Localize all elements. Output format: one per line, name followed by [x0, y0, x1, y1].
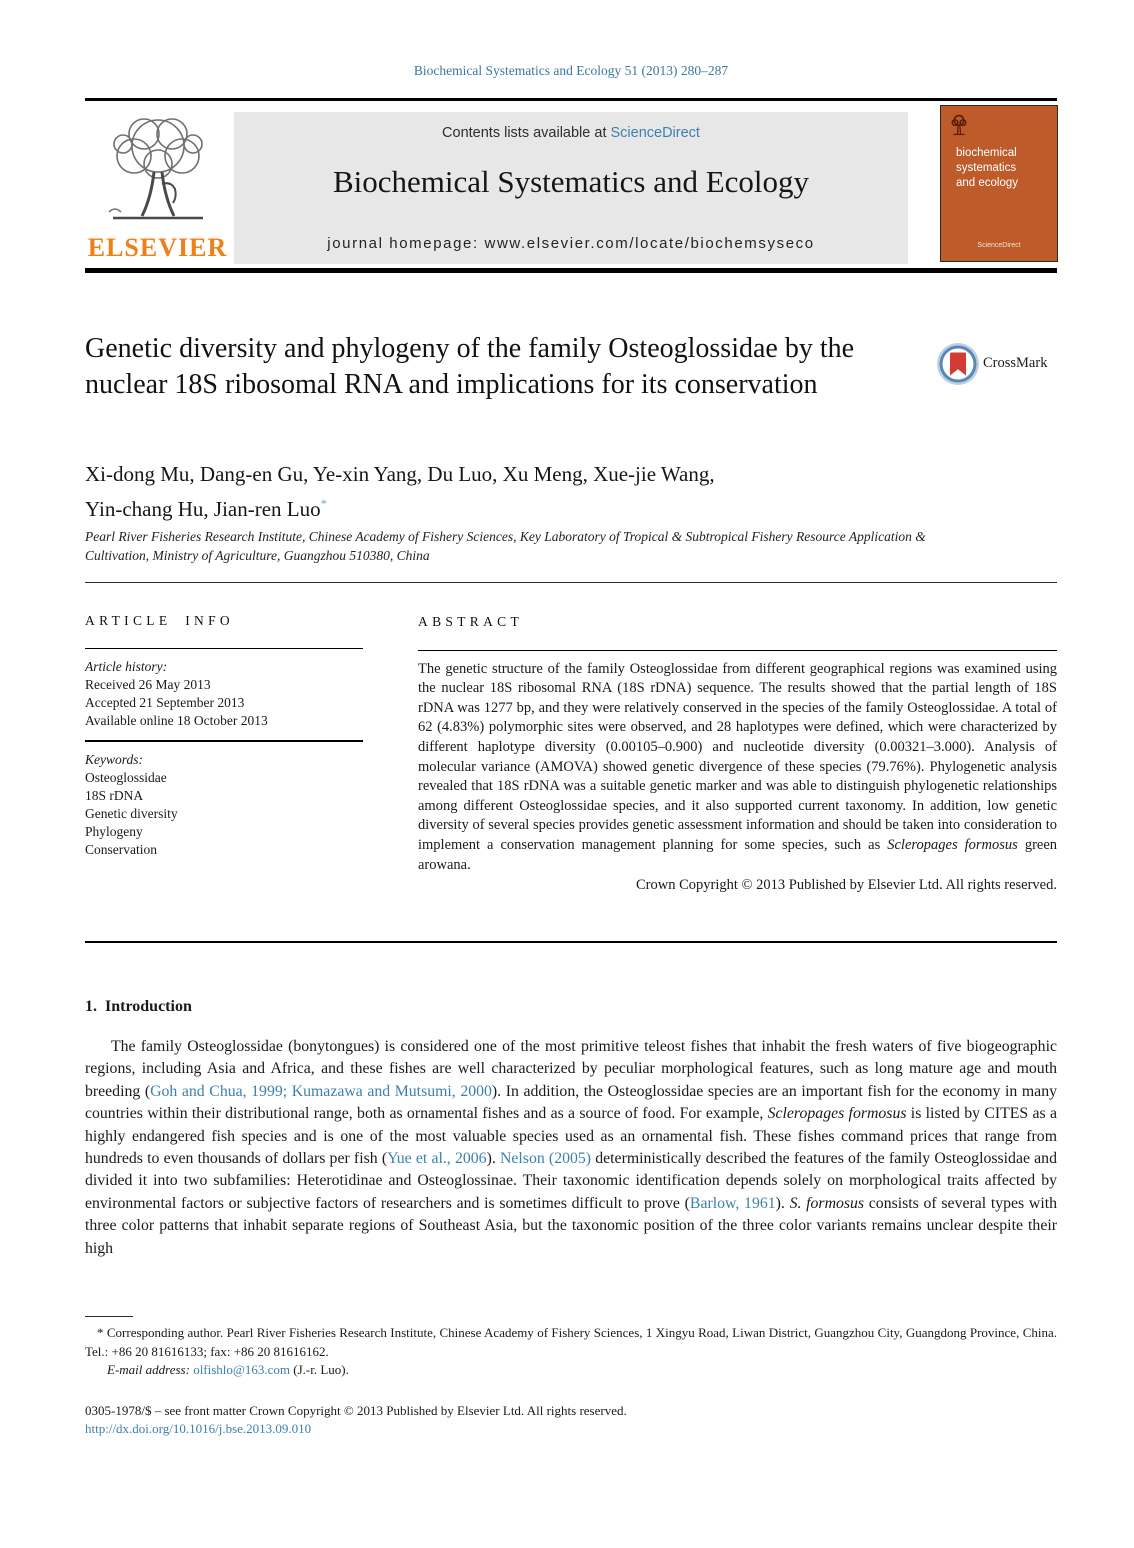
cover-title-line: systematics: [956, 162, 1017, 174]
cover-title: [956, 146, 1018, 191]
abstract-copyright: Crown Copyright © 2013 Published by Elsevier Ltd. All rights reserved.: [635, 877, 1057, 894]
author-list: [85, 459, 715, 524]
article-title: Genetic diversity and phylogeny of the family Osteoglossidae by the nuclear 18S ribosomal RNA and implications for its conservation: [85, 333, 855, 400]
text-segment: (J.-r. Luo).: [290, 1362, 349, 1377]
footnote-rule: [85, 1316, 133, 1317]
footer: [85, 1402, 1057, 1438]
text-segment: Scleropages formosus: [887, 836, 1018, 853]
text-segment: is listed by CITES as a highly endangered fish species and is one of the most valuable species used as an ornamental fish. These fishes command prices that range from hundreds to even thousands of dollars per fish (: [85, 1105, 1057, 1168]
authors-line-2-text: Yin-chang Hu, Jian-ren Luo: [85, 497, 321, 521]
keyword-item: Conservation: [85, 842, 157, 857]
article-info-section: [85, 612, 363, 859]
header-top-rule: [85, 98, 1057, 101]
keyword-item: 18S rDNA: [85, 788, 144, 803]
text-segment: deterministically described the features of the family Osteoglossidae and divided it into two subfamilies: Heterotidinae and Osteoglossinae. Their taxonomic identification depends solely on morphological traits affected by environmental factors or subjective factors of researchers and is sometimes difficult to prove (: [85, 1150, 1057, 1212]
contents-line: [234, 125, 908, 141]
sciencedirect-link[interactable]: ScienceDirect: [610, 125, 700, 141]
article-info-divider: [85, 740, 363, 742]
introduction-paragraph: [85, 1036, 1057, 1260]
text-segment: The family Osteoglossidae (bonytongues) is considered one of the most primitive teleost fishes that inhabit the fresh waters of five biogeographic regions, including Asia and Africa, and these fishes are well characterized by peculiar morphological features, such as long mature age and mouth breeding (: [85, 1038, 1057, 1100]
cover-sciencedirect-label: ScienceDirect: [977, 242, 1021, 249]
text-segment: ).: [775, 1194, 790, 1212]
journal-cover-thumbnail[interactable]: [940, 105, 1058, 262]
corresponding-author-note: [85, 1324, 1057, 1361]
cover-title-line: biochemical: [956, 147, 1017, 159]
keyword-item: Phylogeny: [85, 824, 143, 839]
keyword-item: Genetic diversity: [85, 806, 178, 821]
section-title: Introduction: [105, 998, 192, 1015]
section-heading-introduction: [85, 998, 200, 1016]
section-number: 1.: [85, 998, 97, 1015]
article-history-list: [85, 676, 363, 730]
authors-line-2: [85, 489, 715, 524]
journal-banner: [234, 112, 908, 264]
issn-copyright-line: 0305-1978/$ – see front matter Crown Copyright © 2013 Published by Elsevier Ltd. All rights reserved.: [85, 1403, 627, 1418]
inline-link[interactable]: Goh and Chua, 1999; Kumazawa and Mutsumi, 2000: [150, 1082, 492, 1100]
email-line: [107, 1361, 1057, 1380]
text-segment: consists of several types with three color patterns that inhabit separate regions of Southeast Asia, but the taxonomic position of the three color variants remains unclear despite their high: [85, 1194, 1057, 1257]
article-history-label: Article history:: [85, 659, 168, 674]
affiliation-divider: [85, 582, 1057, 583]
text-segment: Scleropages formosus: [767, 1105, 907, 1123]
corresponding-author-mark[interactable]: *: [320, 496, 328, 511]
journal-homepage-line: [234, 235, 908, 252]
cover-tree-icon: [951, 114, 967, 136]
article-info-heading: ARTICLE INFO: [85, 612, 363, 649]
authors-line-1: Xi-dong Mu, Dang-en Gu, Ye-xin Yang, Du Luo, Xu Meng, Xue-jie Wang,: [85, 462, 715, 486]
article-history-item: Available online 18 October 2013: [85, 713, 268, 728]
elsevier-tree-icon: [97, 112, 219, 230]
text-segment: E-mail address:: [107, 1362, 194, 1377]
abstract-section: [418, 612, 1057, 896]
text-segment: The genetic structure of the family Osteoglossidae from different geographical regions was examined using the nuclear 18S ribosomal RNA (18S rDNA) sequence. The results showed that the partial length of 18S rDNA was 1277 bp, and they were relatively conserved in the species of the family Osteoglossidae. A total of 62 (4.83%) polymorphic sites were observed, and 28 haplotypes were defined, which were characterized by different haplotype diversity (0.00105–0.900) and nucleotide diversity (0.00321–3.000). Analysis of molecular variance (AMOVA) showed genetic divergence of these species (79.76%). Phylogenetic analysis revealed that 18S rDNA was a suitable genetic marker and was able to distinguish phylogenetic relationships among different Osteoglossidae species, and it also supported current taxonomy. In addition, low genetic diversity of several species provides genetic assessment information and should be taken into consideration to implement a conservation management planning for some species, such as: [418, 660, 1057, 853]
inline-link[interactable]: Barlow, 1961: [689, 1194, 776, 1212]
keywords-list: [85, 769, 363, 859]
text-segment: ). In addition, the Osteoglossidae species are an important fish for the economy in many countries within their distributional range, both as ornamental fishes and as a source of food. For example,: [85, 1082, 1057, 1123]
doi-link[interactable]: http://dx.doi.org/10.1016/j.bse.2013.09.010: [85, 1421, 312, 1436]
abstract-heading: ABSTRACT: [418, 612, 1057, 651]
homepage-label: journal homepage:: [327, 235, 485, 252]
abstract-bottom-rule: [85, 941, 1057, 943]
journal-title: Biochemical Systematics and Ecology: [332, 164, 810, 199]
text-segment: ).: [486, 1150, 500, 1168]
text-segment: green arowana.: [418, 836, 1058, 873]
keywords-label: Keywords:: [85, 752, 143, 767]
cover-title-line: and ecology: [956, 177, 1019, 189]
homepage-url-link[interactable]: www.elsevier.com/locate/biochemsyseco: [484, 235, 815, 252]
journal-citation: Biochemical Systematics and Ecology 51 (2013) 280–287: [413, 63, 729, 78]
inline-link[interactable]: Nelson (2005): [499, 1150, 592, 1168]
footnote: [85, 1324, 1057, 1380]
text-segment: S. formosus: [789, 1194, 865, 1212]
elsevier-wordmark: ELSEVIER: [87, 233, 228, 262]
elsevier-logo[interactable]: [85, 110, 230, 265]
keyword-item: Osteoglossidae: [85, 770, 167, 785]
header-bottom-rule: [85, 268, 1057, 273]
affiliation: Pearl River Fisheries Research Institute, Chinese Academy of Fishery Sciences, Key Laboratory of Tropical & Subtropical Fishery Resource Application & Cultivation, Ministry of Agriculture, Guangzhou 510380, China: [85, 529, 926, 563]
article-history-item: Accepted 21 September 2013: [85, 695, 245, 710]
contents-label: Contents lists available at: [442, 125, 611, 141]
crossmark-badge[interactable]: [936, 342, 1058, 386]
abstract-text: [418, 660, 1057, 876]
crossmark-label: CrossMark: [983, 355, 1048, 371]
crossmark-icon: [936, 342, 980, 386]
text-segment: * Corresponding author. Pearl River Fisheries Research Institute, Chinese Academy of Fishery Sciences, 1 Xingyu Road, Liwan District, Guangzhou City, Guangdong Province, China. Tel.: +86 20 81616133; fax: +86 20 81616162.: [85, 1325, 1057, 1359]
article-history-item: Received 26 May 2013: [85, 677, 211, 692]
inline-link[interactable]: Yue et al., 2006: [387, 1150, 487, 1168]
inline-link[interactable]: olfishlo@163.com: [193, 1362, 291, 1377]
